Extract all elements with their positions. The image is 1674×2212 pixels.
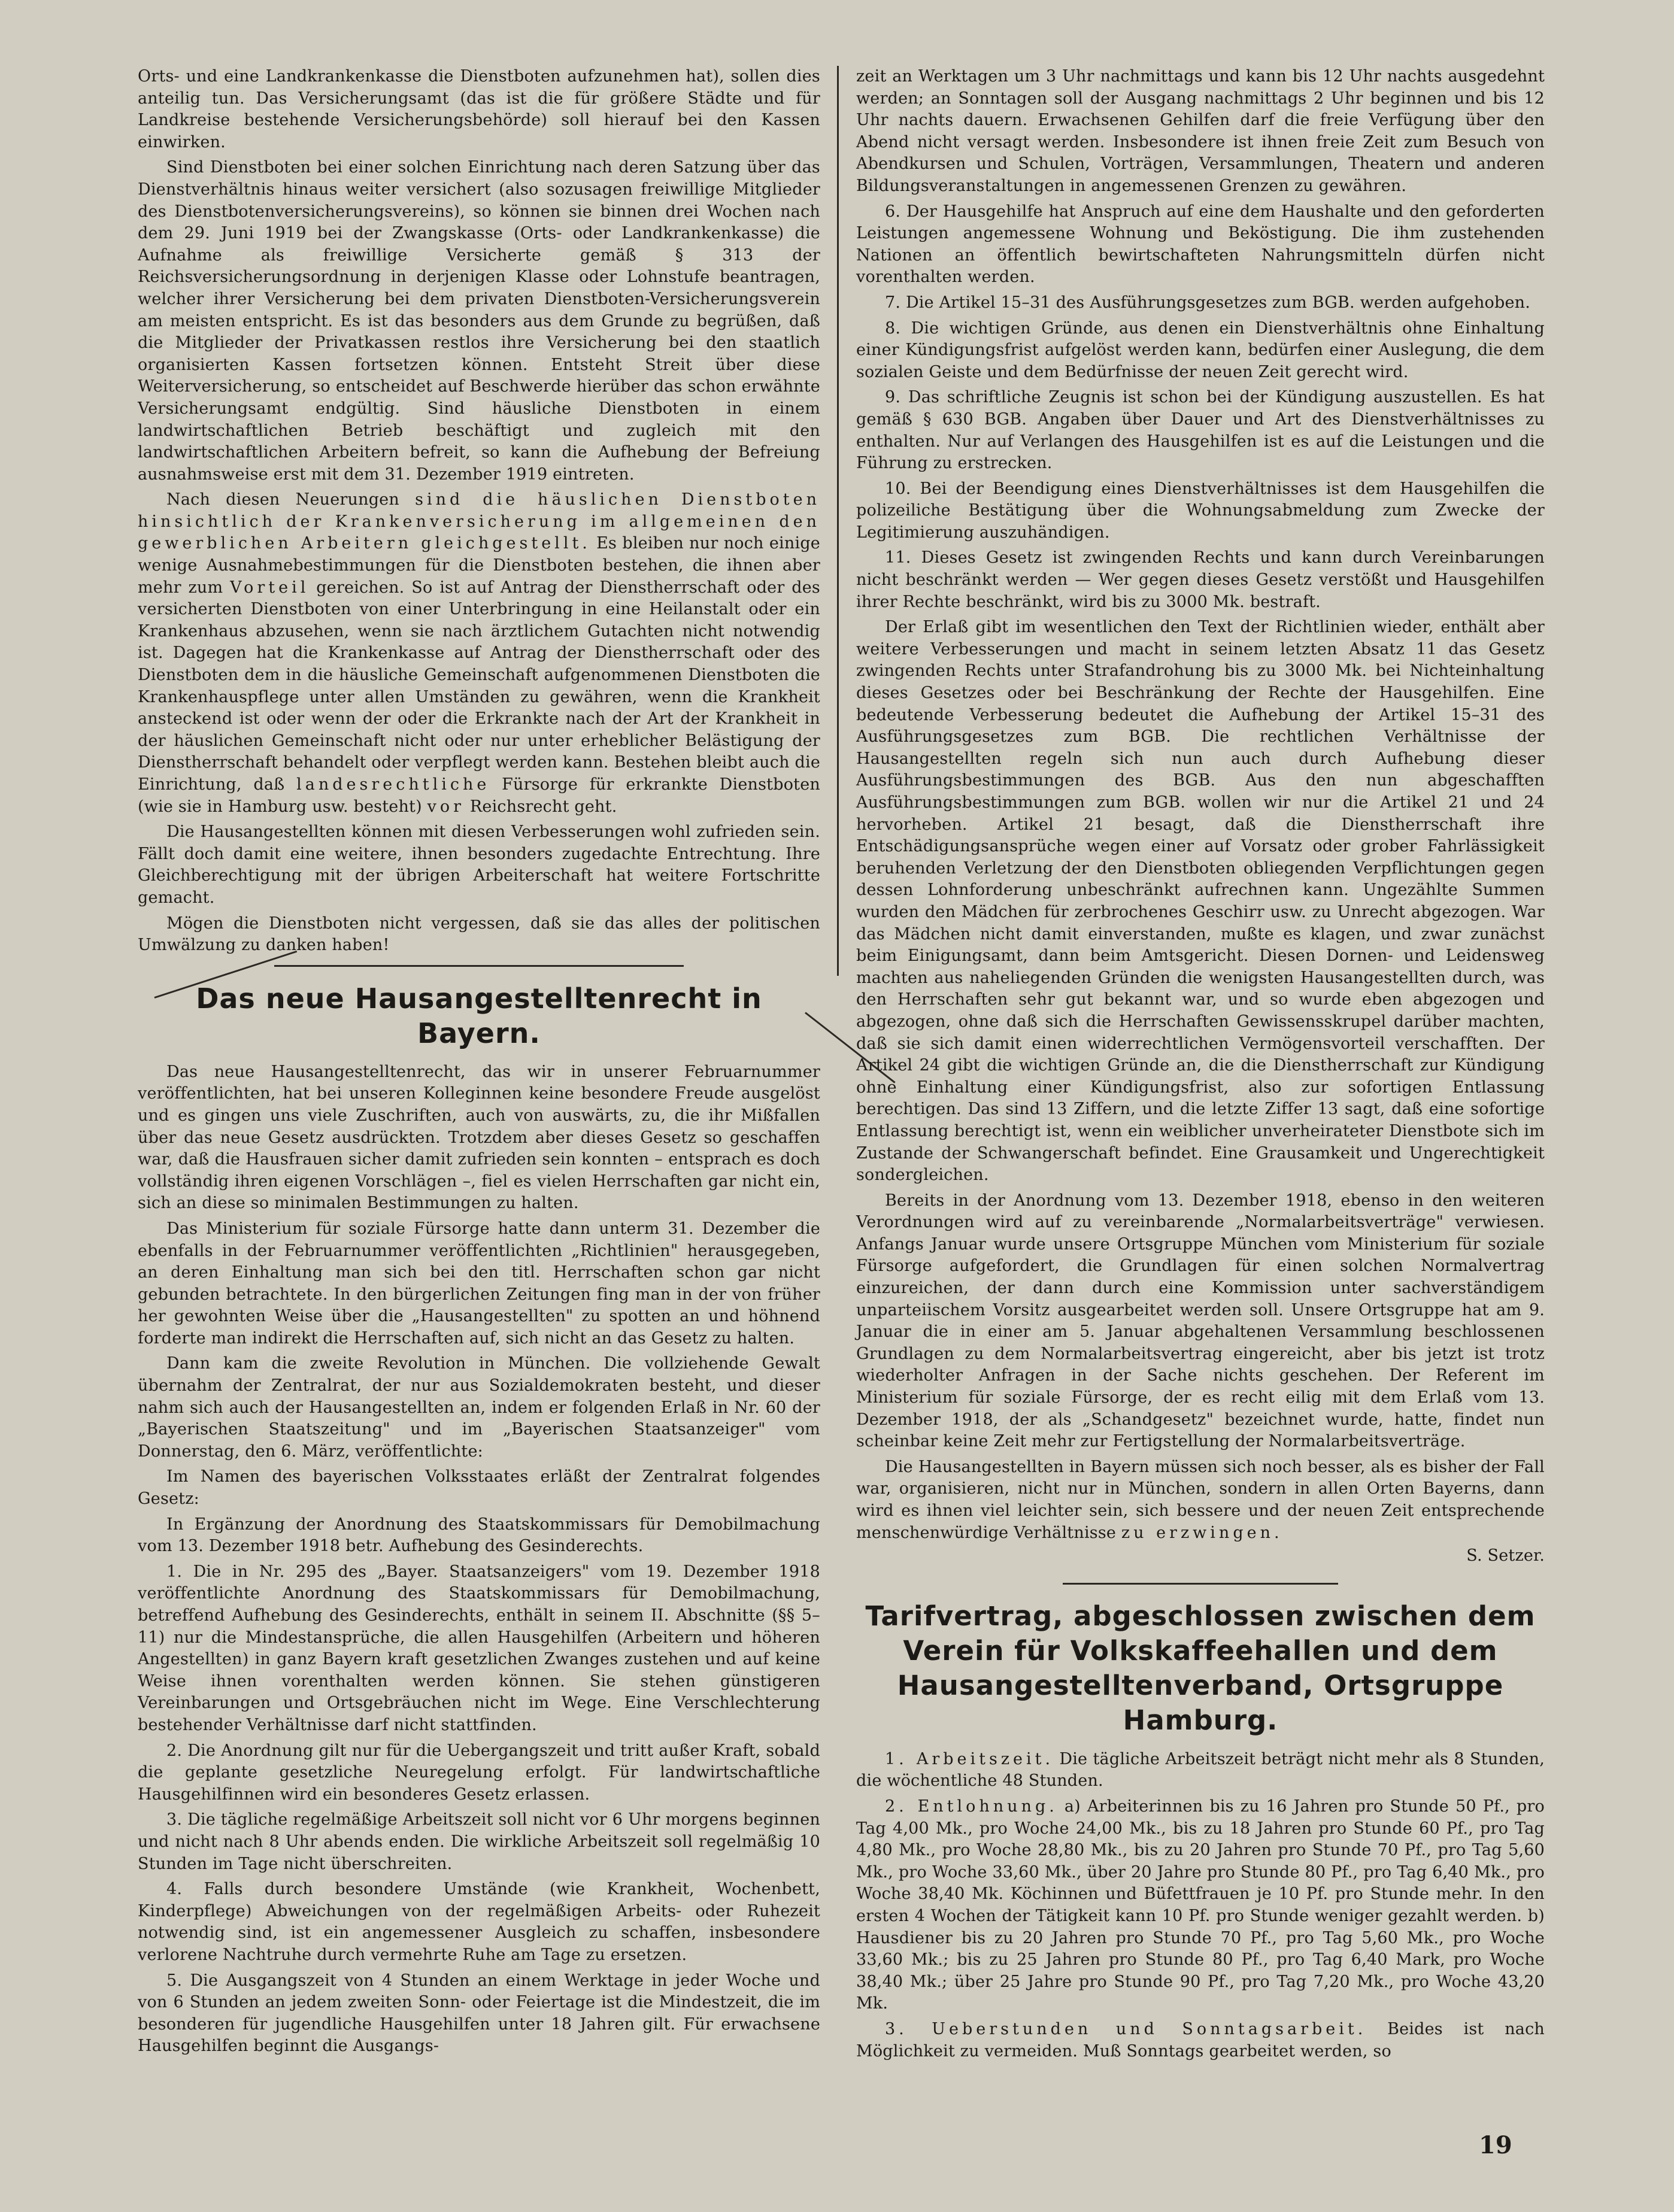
spaced-text: zu erzwingen. <box>1121 1523 1283 1542</box>
spaced-text: sind die häuslichen Dienstboten hinsichtlich der Krankenversicherung im allgemeinen den gewerblichen Arbeitern gleichgestellt. <box>138 490 820 553</box>
paragraph: Orts- und eine Landkrankenkasse die Dienstboten aufzunehmen hat), sollen dies anteilig tun. Das Versicherungsamt (das ist die für größere Städte und für Landkreise bestehende Versicherungsbehörde) soll hierauf bei den Kassen einwirken. <box>138 67 820 151</box>
paragraph: Im Namen des bayerischen Volksstaates erläßt der Zentralrat folgendes Gesetz: <box>138 1467 820 1509</box>
paragraph: In Ergänzung der Anordnung des Staatskommissars für Demobilmachung vom 13. Dezember 1918 betr. Aufhebung des Gesinderechts. <box>138 1515 820 1556</box>
paragraph: 7. Die Artikel 15–31 des Ausführungsgesetzes zum BGB. werden aufgehoben. <box>885 293 1531 312</box>
paragraph: 9. Das schriftliche Zeugnis ist schon bei der Kündigung auszustellen. Es hat gemäß § 630 BGB. Angaben über Dauer und Art des Dienstverhältnisses zu enthalten. Nur auf Verlangen des Hausgehilfen ist es auf die Leistungen und die Führung zu erstrecken. <box>856 388 1545 473</box>
paragraph: 4. Falls durch besondere Umstände (wie Krankheit, Wochenbett, Kinderpflege) Abweichungen von der regelmäßigen Arbeits- oder Ruhezeit notwendig sind, ist ein angemessener Ausgleich zu schaffen, insbesondere verlorene Nachtruhe durch vermehrte Ruhe am Tage zu ersetzen. <box>138 1880 820 1964</box>
paragraph: 6. Der Hausgehilfe hat Anspruch auf eine dem Haushalte und den geforderten Leistungen angemessene Wohnung und Beköstigung. Die ihm zustehenden Nationen an öffentlich bewirtschafteten Nahrungsmitteln dürfen nicht vorenthalten werden. <box>856 202 1545 287</box>
paragraph: Dann kam die zweite Revolution in München. Die vollziehende Gewalt übernahm der Zentralrat, der nur aus Sozialdemokraten besteht, und dieser nahm sich auch der Hausangestellten an, indem er folgenden Erlaß in Nr. 60 der „Bayerischen Staatszeitung" und im „Bayerischen Staatsanzeiger" vom Donnerstag, den 6. März, veröffentlichte: <box>138 1354 820 1461</box>
text-run: Es bleiben nur noch einige wenige Ausnahmebestimmungen für die Dienstboten bestehen, die ihnen aber mehr zum <box>138 534 820 597</box>
paragraph: 10. Bei der Beendigung eines Dienstverhältnisses ist dem Hausgehilfen die polizeiliche Bestätigung über die Wohnungsabmeldung zum Zwecke der Legitimierung auszuhändigen. <box>856 479 1545 542</box>
paragraph: 3. Die tägliche regelmäßige Arbeitszeit soll nicht vor 6 Uhr morgens beginnen und nicht nach 8 Uhr abends enden. Die wirkliche Arbeitszeit soll regelmäßig 10 Stunden im Tage nicht überschreiten. <box>138 1810 820 1873</box>
spaced-text: Vorteil <box>230 578 310 597</box>
clause-label: 3. Ueberstunden und Sonntagsarbeit. <box>885 2019 1367 2038</box>
spaced-text: landesrechtliche <box>296 775 490 794</box>
page-number: 19 <box>1479 2131 1512 2159</box>
paragraph <box>856 1749 1545 1792</box>
paragraph <box>856 1457 1545 1544</box>
paragraph: Sind Dienstboten bei einer solchen Einrichtung nach deren Satzung über das Dienstverhältnis hinaus weiter versichert (also sozusagen freiwillige Mitglieder des Dienstbotenversicherungsvereins), so können sie binnen drei Wochen nach dem 29. Juni 1919 bei der Zwangskasse (Orts- oder Landkrankenkasse) die Aufnahme als freiwillige Versicherte gemäß § 313 der Reichsversicherungsordnung in derjenigen Klasse oder Lohnstufe beantragen, welcher ihrer Versicherung bei dem privaten Dienstboten-Versicherungsverein am meisten entspricht. Es ist das besonders aus dem Grunde zu begrüßen, daß die Mitglieder der Privatkassen restlos ihre Versicherung bei den staatlich organisierten Kassen fortsetzen können. Entsteht Streit über diese Weiterversicherung, so entscheidet auf Beschwerde hierüber das schon erwähnte Versicherungsamt endgültig. Sind häusliche Dienstboten in einem landwirtschaftlichen Betrieb beschäftigt und zugleich mit den landwirtschaftlichen Arbeitern befreit, so kann die Aufhebung der Befreiung ausnahmsweise erst mit dem 31. Dezember 1919 eintreten. <box>138 158 820 484</box>
paragraph <box>856 1796 1545 2015</box>
text-run: Beides ist nach Möglichkeit zu vermeiden. Muß Sonntags gearbeitet werden, so <box>856 2019 1545 2061</box>
paragraph: 1. Die in Nr. 295 des „Bayer. Staatsanzeigers" vom 19. Dezember 1918 veröffentlichte Anordnung des Staatskommissars für Demobilmachung, betreffend Aufhebung des Gesinderechts, enthält in seinem II. Abschnitte (§§ 5–11) nur die Mindestansprüche, die allen Hausgehilfen (Arbeitern und höheren Angestellten) in ganz Bayern kraft gesetzlichen Zwanges zustehen und auf keine Weise ihnen vorenthalten werden können. Sie stehen günstigeren Vereinbarungen und Ortsgebräuchen nicht im Wege. Eine Verschlechterung bestehender Verhältnisse darf nicht stattfinden. <box>138 1562 820 1734</box>
clause-label: 1. Arbeitszeit. <box>885 1749 1054 1768</box>
paragraph: 11. Dieses Gesetz ist zwingenden Rechts und kann durch Vereinbarungen nicht beschränkt werden — Wer gegen dieses Gesetz verstößt und Hausgehilfen ihrer Rechte beschränkt, wird bis zu 3000 Mk. bestraft. <box>856 548 1545 611</box>
text-run: Fürsorge für erkrankte Dienstboten (wie sie in Hamburg usw. besteht) <box>138 775 820 816</box>
text-run: Reichsrecht geht. <box>469 797 617 816</box>
spaced-text: vor <box>427 797 465 816</box>
paragraph: zeit an Werktagen um 3 Uhr nachmittags und kann bis 12 Uhr nachts ausgedehnt werden; an Sonntagen soll der Ausgang nachmittags 2 Uhr beginnen und bis 12 Uhr nachts dauern. Erwachsenen Gehilfen darf die freie Verfügung über den Abend nicht versagt werden. Insbesondere ist ihnen freie Zeit zum Besuch von Abendkursen und Schulen, Vorträgen, Versammlungen, Theatern und anderen Bildungsveranstaltungen in angemessenen Grenzen zu gewähren. <box>856 67 1545 195</box>
paragraph: Bereits in der Anordnung vom 13. Dezember 1918, ebenso in den weiteren Verordnungen wird auf zu vereinbarende „Normalarbeitsverträge" verwiesen. Anfangs Januar wurde unsere Ortsgruppe München vom Ministerium für soziale Fürsorge aufgefordert, die Grundlagen für einen solchen Normalvertrag einzureichen, der dann durch eine Kommission unter sachverständigem unparteiischem Vorsitz ausgearbeitet werden soll. Unsere Ortsgruppe hat am 9. Januar die in einer am 5. Januar abgehaltenen Versammlung beschlossenen Grundlagen zu dem Normalarbeitsvertrag eingereicht, aber bis jetzt ist trotz wiederholter Anfragen in der Sache nichts geschehen. Der Referent im Ministerium für soziale Fürsorge, der es recht eilig mit dem Erlaß vom 13. Dezember 1918, der als „Schandgesetz" bezeichnet wurde, hatte, findet nun scheinbar keine Zeit mehr zur Fertigstellung der Normalarbeitsverträge. <box>856 1191 1545 1451</box>
paragraph: 2. Die Anordnung gilt nur für die Uebergangszeit und tritt außer Kraft, sobald die geplante gesetzliche Neuregelung erfolgt. Für landwirtschaftliche Hausgehilfinnen wird ein besonderes Gesetz erlassen. <box>138 1741 820 1804</box>
paragraph: Mögen die Dienstboten nicht vergessen, daß sie das alles der politischen Umwälzung zu danken haben! <box>138 914 820 955</box>
section-divider <box>274 965 684 967</box>
paragraph: Der Erlaß gibt im wesentlichen den Text der Richtlinien wieder, enthält aber weitere Verbesserungen und macht in seinem letzten Absatz 11 das Gesetz zwingenden Rechts unter Strafandrohung bis zu 3000 Mk. bei Nichteinhaltung dieses Gesetzes oder bei Beschränkung der Rechte der Hausgehilfen. Eine bedeutende Verbesserung bedeutet die Aufhebung der Artikel 15–31 des Ausführungsgesetzes zum BGB. Die rechtlichen Verhältnisse der Hausangestellten regeln sich nun auch durch Aufhebung dieser Ausführungsbestimmungen des BGB. Aus den nun abgeschafften Ausführungsbestimmungen zum BGB. wollen wir nur die Artikel 21 und 24 hervorheben. Artikel 21 besagt, daß die Dienstherrschaft ihre Entschädigungsansprüche wegen einer auf Vorsatz oder grober Fahrlässigkeit beruhenden Verletzung der den Dienstboten obliegenden Verpflichtungen gegen dessen Lohnforderung unbeschränkt aufrechnen kann. Ungezählte Summen wurden den Mädchen für zerbrochenes Geschirr usw. zu Unrecht abgezogen. War das Mädchen nicht damit einverstanden, mußte es klagen, und zwar zunächst beim Einigungsamt, dann beim Amtsgericht. Diesen Dornen- und Leidensweg machten aus naheliegenden Gründen die wenigsten Hausangestellten durch, was den Herrschaften sehr gut bekannt war, und so wurde eben abgezogen und abgezogen, ohne daß sich die Herrschaften Gewissensskrupel darüber machten, daß sie sich damit einen widerrechtlichen Vermögensvorteil verschafften. Der Artikel 24 gibt die wichtigen Gründe an, die die Dienstherrschaft zur Kündigung ohne Einhaltung einer Kündigungsfrist, also zur sofortigen Entlassung berechtigen. Das sind 13 Ziffern, und die letzte Ziffer 13 sagt, daß eine sofortige Entlassung berechtigt ist, wenn ein weiblicher unverheirateter Dienstbote sich im Zustande der Schwangerschaft befindet. Eine Grausamkeit und Ungerechtigkeit sondergleichen. <box>856 618 1545 1185</box>
text-run: Die Hausangestellten in Bayern müssen sich noch besser, als es bisher der Fall war, organisieren, nicht nur in München, sondern in allen Orten Bayerns, dann wird es ihnen viel leichter sein, sich bessere und der neuen Zeit entsprechende menschenwürdige Verhältnisse <box>856 1457 1545 1542</box>
clause-label: 2. Entlohnung. <box>885 1797 1058 1816</box>
left-column <box>138 66 820 2061</box>
paragraph: 5. Die Ausgangszeit von 4 Stunden an einem Werktage in jeder Woche und von 6 Stunden an jedem zweiten Sonn- oder Feiertage ist die Mindestzeit, die im besonderen für jugendliche Hausgehilfen unter 18 Jahren gilt. Für erwachsene Hausgehilfen beginnt die Ausgangs- <box>138 1971 820 2056</box>
paragraph <box>138 489 820 818</box>
text-run: gereichen. So ist auf Antrag der Dienstherrschaft oder des versicherten Dienstboten von einer Unterbringung in eine Heilanstalt oder ein Krankenhaus abzusehen, wenn sie nach ärztlichem Gutachten nicht notwendig ist. Dagegen hat die Krankenkasse auf Antrag der Dienstherrschaft oder des Dienstboten dem in die häusliche Gemeinschaft aufgenommenen Dienstboten die Krankenhauspflege unter allen Umständen zu gewähren, wenn die Krankheit ansteckend ist oder wenn der oder die Erkrankte nach der Art der Krankheit in der häuslichen Gemeinschaft nicht oder nur unter erheblicher Belästigung der Dienstherrschaft behandelt oder verpflegt werden kann. Bestehen bleibt auch die Einrichtung, daß <box>138 578 820 794</box>
paragraph: Das neue Hausangestelltenrecht, das wir in unserer Februarnummer veröffentlichten, hat bei unseren Kolleginnen keine besondere Freude ausgelöst und es gingen uns viele Zuschriften, auch von auswärts, zu, die ihr Mißfallen über das neue Gesetz ausdrückten. Trotzdem aber dieses Gesetz so geschaffen war, daß die Hausfrauen sicher damit zufrieden sein konnten – entsprach es doch vollständig ihren eigenen Vorschlägen –, fiel es vielen Herrschaften gar nicht ein, sich an diese so minimalen Bestimmungen zu halten. <box>138 1062 820 1213</box>
paragraph: Die Hausangestellten können mit diesen Verbesserungen wohl zufrieden sein. Fällt doch damit eine weitere, ihnen besonders zugedachte Entrechtung. Ihre Gleichberechtigung mit der übrigen Arbeiterschaft hat weitere Fortschritte gemacht. <box>138 823 820 907</box>
section-divider <box>1063 1583 1338 1585</box>
paragraph: Das Ministerium für soziale Fürsorge hatte dann unterm 31. Dezember die ebenfalls in der Februarnummer veröffentlichten „Richtlinien" herausgegeben, an deren Einhaltung man sich bei den titl. Herrschaften schon gar nicht gebunden betrachtete. In den bürgerlichen Zeitungen fing man in der von früher her gewohnten Weise über die „Hausangestellten" zu spotten an und höhnend forderte man indirekt die Herrschaften auf, sich nicht an das Gesetz zu halten. <box>138 1219 820 1348</box>
text-run: Die tägliche Arbeitszeit beträgt nicht mehr als 8 Stunden, die wöchentliche 48 Stunden. <box>856 1749 1545 1791</box>
paragraph <box>856 2019 1545 2062</box>
text-run: Nach diesen Neuerungen <box>166 490 399 509</box>
right-column <box>856 66 1545 2066</box>
article-headline: Das neue Hausangestelltenrecht in Bayern. <box>196 982 762 1049</box>
column-rule <box>837 66 839 976</box>
text-run: a) Arbeiterinnen bis zu 16 Jahren pro Stunde 50 Pf., pro Tag 4,00 Mk., pro Woche 24,00 Mk., bis zu 18 Jahren pro Stunde 60 Pf., pro Tag 4,80 Mk., pro Woche 28,80 Mk., bis zu 20 Jahren pro Stunde 70 Pf., pro Tag 5,60 Mk., pro Woche 33,60 Mk., über 20 Jahre pro Stunde 80 Pf., pro Tag 6,40 Mk., pro Woche 38,40 Mk. Köchinnen und Büfettfrauen je 10 Pf. pro Stunde mehr. In den ersten 4 Wochen der Tätigkeit kann 10 Pf. pro Stunde weniger gezahlt werden. b) Hausdiener bis zu 20 Jahren pro Stunde 70 Pf., pro Tag 5,60 Mk., pro Woche 33,60 Mk.; bis zu 25 Jahren pro Stunde 80 Pf., pro Tag 6,40 Mark, pro Woche 38,40 Mk.; über 25 Jahre pro Stunde 90 Pf., pro Tag 7,20 Mk., pro Woche 43,20 Mk. <box>856 1797 1545 2013</box>
article-headline: Tarifvertrag, abgeschlossen zwischen dem Verein für Volkskaffeehallen und dem Hausangestelltenverband, Ortsgruppe Hamburg. <box>865 1600 1536 1736</box>
paragraph: 8. Die wichtigen Gründe, aus denen ein Dienstverhältnis ohne Einhaltung einer Kündigungsfrist aufgelöst werden kann, bedürfen einer Auslegung, die dem sozialen Geiste und dem Bedürfnisse der neuen Zeit gerecht wird. <box>856 318 1545 381</box>
author-signature: S. Setzer. <box>1466 1546 1545 1565</box>
